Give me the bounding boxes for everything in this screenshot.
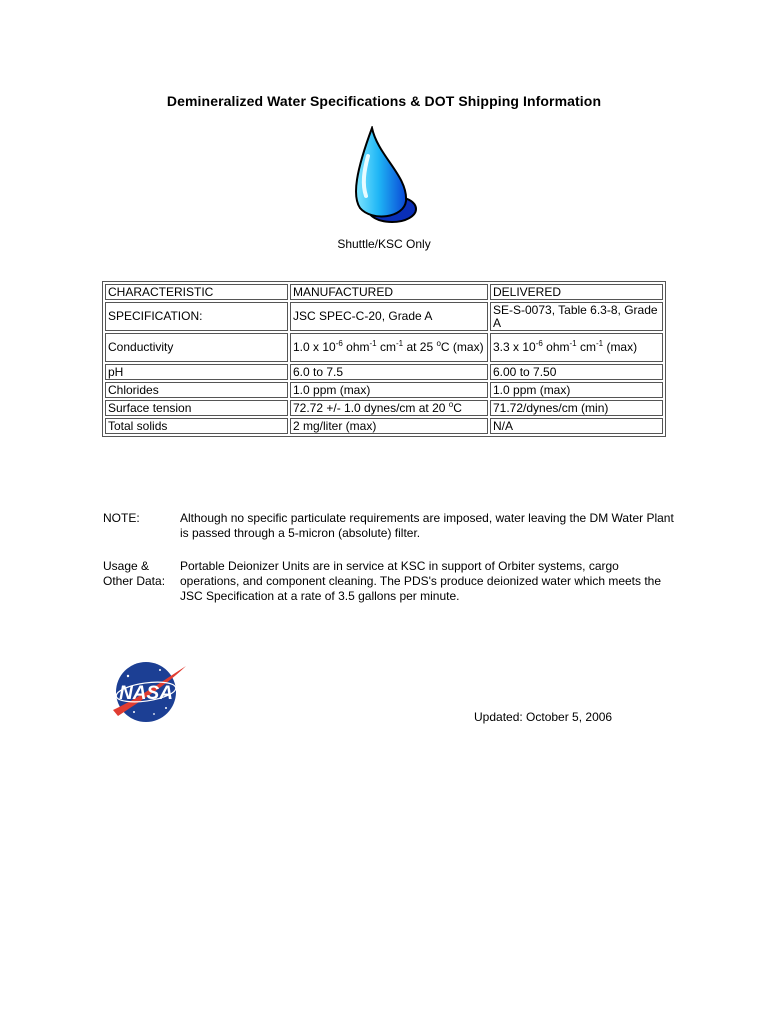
table-cell: Chlorides (105, 382, 288, 398)
header-cell: CHARACTERISTIC (105, 284, 288, 300)
usage-text: Portable Deionizer Units are in service at KSC in support of Orbiter systems, cargo operations, and component cleaning. The PDS's produce deionized water which meets the JSC Specification at a rate of 3.5 gallons per minute. (180, 559, 662, 603)
note-text: Although no specific particulate requirements are imposed, water leaving the DM Water Plant is passed through a 5-micron (absolute) filter. (180, 511, 674, 540)
table-row (105, 382, 663, 398)
subtitle: Shuttle/KSC Only (337, 237, 431, 251)
table-row (105, 418, 663, 434)
table-row (105, 400, 663, 416)
table-row (105, 333, 663, 362)
table-cell: JSC SPEC-C-20, Grade A (290, 302, 488, 331)
table-cell: 1.0 x $10^{-6}$ ohm$^{-1}$ $cm^{-1}$ at 25 $^o$C (max) (290, 333, 488, 362)
usage-label-line: Other Data: (103, 574, 166, 588)
table-cell: Conductivity (105, 333, 288, 362)
table-cell: 3.3 x $10^{-6}$ ohm$^{-1}$ $cm^{-1}$ (max) (490, 333, 663, 362)
header-cell: DELIVERED (490, 284, 663, 300)
table-cell: 2 mg/liter (max) (290, 418, 488, 434)
nasa-logo-icon (110, 658, 188, 726)
table-cell: 71.72/dynes/cm (min) (490, 400, 663, 416)
table-row (105, 302, 663, 331)
nasa-logo-text: NASA (119, 683, 173, 704)
table-cell: 6.0 to 7.5 (290, 364, 488, 380)
page-title: Demineralized Water Specifications & DOT Shipping Information (166, 93, 602, 109)
updated-date: Updated: October 5, 2006 (474, 710, 613, 724)
header-cell: MANUFACTURED (290, 284, 488, 300)
table-cell: pH (105, 364, 288, 380)
table-cell: 1.0 ppm (max) (290, 382, 488, 398)
table-cell: Total solids (105, 418, 288, 434)
note-label: NOTE: (103, 511, 140, 525)
table-cell: 1.0 ppm (max) (490, 382, 663, 398)
specification-table (102, 281, 666, 437)
water-drop-icon (350, 126, 420, 226)
table-cell: 72.72 +/- 1.0 dynes/cm at 20 $^o$C (290, 400, 488, 416)
table-cell: SE-S-0073, Table 6.3-8, Grade A (490, 302, 663, 331)
table-cell: SPECIFICATION: (105, 302, 288, 331)
usage-label (103, 559, 165, 589)
usage-label-line: Usage & (103, 559, 150, 573)
table-cell: N/A (490, 418, 663, 434)
table-cell: 6.00 to 7.50 (490, 364, 663, 380)
table-row (105, 364, 663, 380)
table-header-row (105, 284, 663, 300)
table-cell: Surface tension (105, 400, 288, 416)
